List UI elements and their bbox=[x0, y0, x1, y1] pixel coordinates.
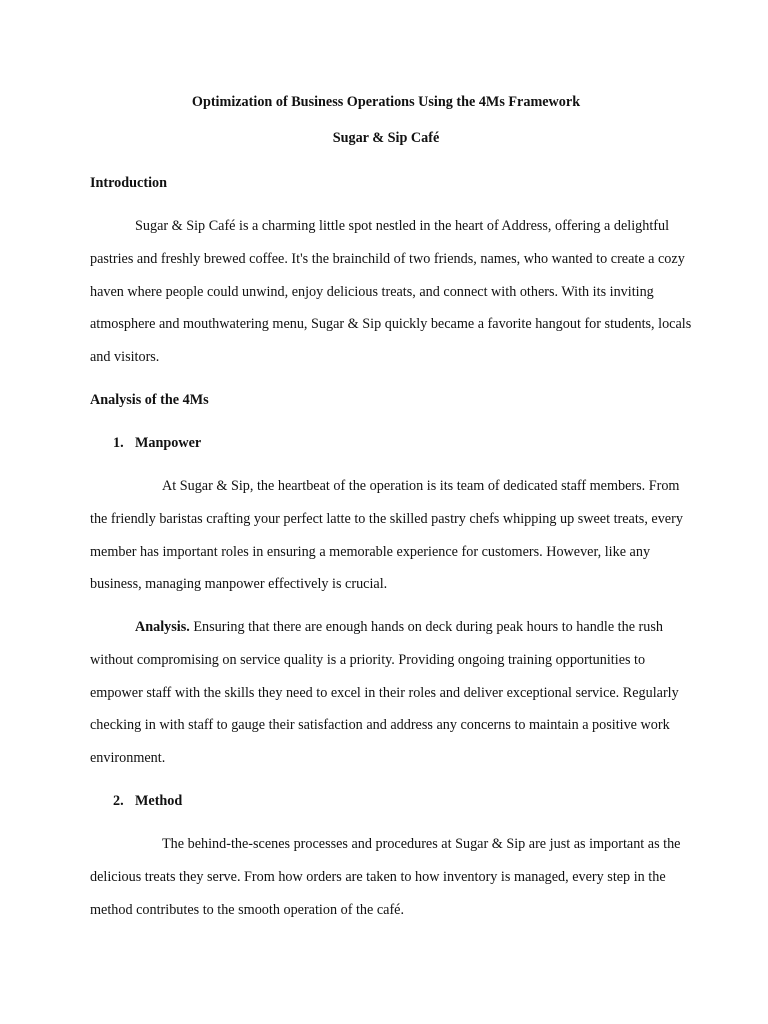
list-number: 2. bbox=[113, 793, 124, 809]
method-line: The behind-the-scenes processes and procedures at Sugar & Sip are just as important as the bbox=[162, 836, 681, 852]
manpower-line: member has important roles in ensuring a memorable experience for customers. However, like any bbox=[90, 544, 651, 560]
introduction-line: and visitors. bbox=[90, 349, 160, 365]
manpower-analysis-line: without compromising on service quality is a priority. Providing ongoing training opportunities to bbox=[90, 652, 646, 668]
document-subtitle: Sugar & Sip Café bbox=[332, 130, 440, 146]
manpower-analysis-line: environment. bbox=[90, 750, 166, 766]
method-heading-text: Method bbox=[135, 793, 183, 809]
list-number: 1. bbox=[113, 435, 124, 451]
manpower-line: At Sugar & Sip, the heartbeat of the operation is its team of dedicated staff members. From bbox=[162, 478, 680, 494]
method-line: method contributes to the smooth operation of the café. bbox=[90, 902, 405, 918]
manpower-analysis-line: checking in with staff to gauge their satisfaction and address any concerns to maintain a positive work bbox=[90, 717, 670, 733]
introduction-line: atmosphere and mouthwatering menu, Sugar & Sip quickly became a favorite hangout for students, locals bbox=[90, 316, 692, 332]
manpower-heading-text: Manpower bbox=[135, 435, 202, 451]
manpower-line: business, managing manpower effectively is crucial. bbox=[90, 576, 388, 592]
introduction-heading: Introduction bbox=[90, 175, 167, 191]
introduction-line: haven where people could unwind, enjoy delicious treats, and connect with others. With its inviting bbox=[90, 284, 654, 300]
introduction-line: Sugar & Sip Café is a charming little spot nestled in the heart of Address, offering a delightful bbox=[135, 218, 670, 234]
manpower-line: the friendly baristas crafting your perfect latte to the skilled pastry chefs whipping up sweet treats, every bbox=[90, 511, 683, 527]
document-page bbox=[90, 0, 692, 1024]
manpower-analysis-line: empower staff with the skills they need to excel in their roles and deliver exceptional service. Regularly bbox=[90, 685, 679, 701]
manpower-analysis-line bbox=[135, 619, 663, 636]
introduction-line: pastries and freshly brewed coffee. It's the brainchild of two friends, names, who wanted to create a cozy bbox=[90, 251, 685, 267]
analysis-label: Analysis. bbox=[135, 619, 190, 635]
method-line: delicious treats they serve. From how orders are taken to how inventory is managed, every step in the bbox=[90, 869, 666, 885]
analysis-first-line-text: Ensuring that there are enough hands on deck during peak hours to handle the rush bbox=[189, 619, 663, 635]
document-title: Optimization of Business Operations Using the 4Ms Framework bbox=[191, 94, 581, 110]
analysis-heading: Analysis of the 4Ms bbox=[90, 392, 209, 408]
